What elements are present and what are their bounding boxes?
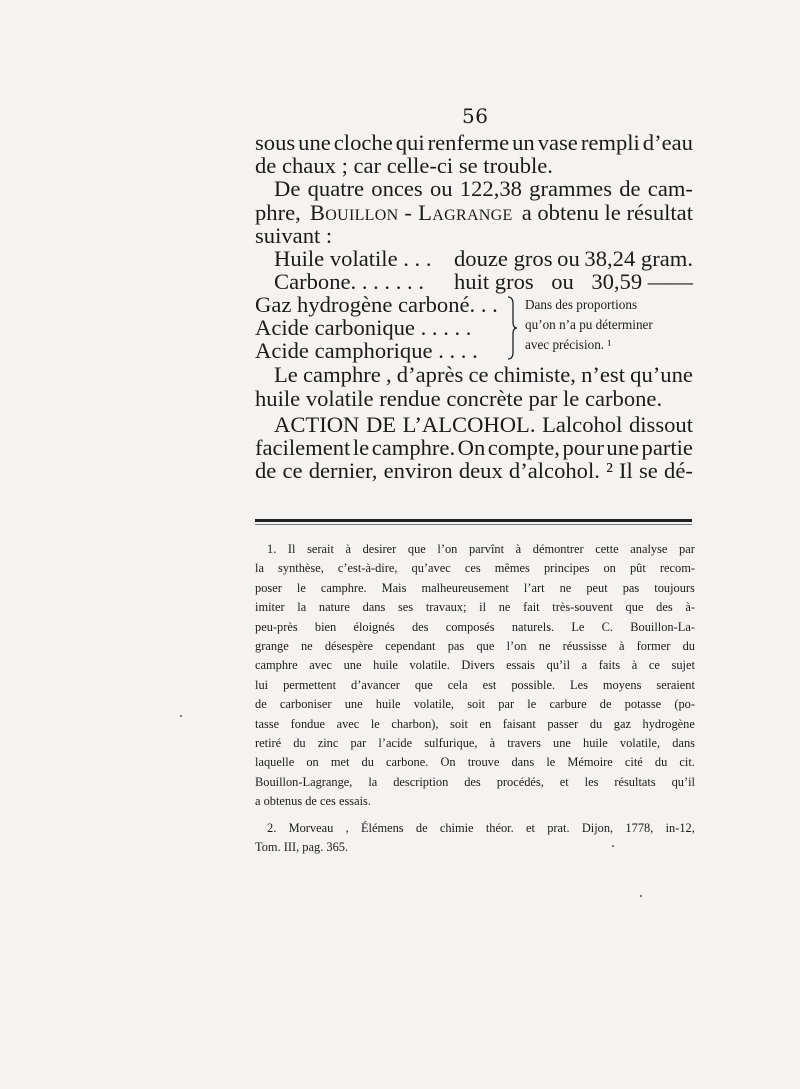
footnote-divider-thin	[255, 524, 692, 525]
paper-speck	[180, 715, 182, 717]
text-fragment: a obtenu le résultat	[521, 199, 693, 225]
footnote-line: la synthèse, c’est-à-dire, qu’avec ces mêmes principes on pût recom-	[255, 561, 695, 576]
brace-note-line: qu’on n’a pu déterminer	[525, 317, 653, 333]
footnote-divider	[255, 519, 692, 522]
footnote-line: tasse fondue avec le charbon), soit en faisant passer du gaz hydrogène	[255, 716, 695, 731]
result-quantity: douze gros	[454, 246, 553, 272]
brace-note-line: Dans des proportions	[525, 297, 638, 313]
result-grams: 30,59 ——	[591, 269, 693, 295]
gas-list	[255, 293, 693, 363]
footnote-line: imiter la nature dans ses travaux; il ne fait très-souvent que des à-	[255, 600, 695, 615]
result-substance: Huile volatile . . .	[274, 246, 432, 272]
text-line: De quatre onces ou 122,38 grammes de cam-	[274, 176, 693, 202]
footnote-line: peu-près bien éloignés des composés naturels. Le C. Bouillon-La-	[255, 619, 695, 634]
brace-note-line: avec précision. ¹	[525, 337, 612, 353]
text-line: suivant :	[255, 222, 333, 248]
text-line: facilement le camphre. On compte, pour une partie	[255, 435, 693, 461]
text-line: de ce dernier, environ deux d’alcohol. ² Il se dé-	[255, 458, 693, 484]
brace-note	[525, 295, 695, 355]
footnote-2	[255, 819, 695, 858]
main-text	[255, 131, 693, 482]
footnote-line: 2. Morveau , Élémens de chimie théor. et prat. Dijon, 1778, in-12,	[267, 820, 695, 835]
text-line: Le camphre , d’après ce chimiste, n’est qu’une	[274, 362, 693, 388]
curly-brace-icon	[506, 296, 518, 360]
text-line: huile volatile rendue concrète par le carbone.	[255, 385, 663, 411]
footnote-line: a obtenus de ces essais.	[255, 794, 371, 809]
footnote-line: de carboniser une huile volatile, soit par le carbure de potasse (po-	[255, 697, 695, 712]
text-line-with-author	[255, 201, 693, 224]
result-or: ou	[551, 269, 574, 295]
result-row	[255, 247, 693, 270]
result-grams: 38,24 gram.	[584, 246, 693, 272]
footnote-line: camphre avec une huile volatile. Divers essais qu’il a faits à ce sujet	[255, 658, 695, 673]
page-number: 56	[462, 104, 489, 128]
result-quantity: huit gros	[454, 269, 534, 295]
paper-speck	[612, 845, 614, 847]
footnote-line: Bouillon-Lagrange, la description des procédés, et les résultats qu’il	[255, 774, 695, 789]
footnote-line: retiré du zinc par l’acide sulfurique, à travers une huile volatile, dans	[255, 736, 695, 751]
section-heading-line: ACTION DE L’ALCOHOL. Lalcohol dissout	[274, 411, 693, 437]
gas-row: Gaz hydrogène carboné. . .	[255, 292, 498, 318]
footnotes	[255, 540, 695, 858]
text-line: sous une cloche qui renferme un vase rempli d’eau	[255, 130, 693, 155]
footnote-line: 1. Il serait à desirer que l’on parvînt à démontrer cette analyse par	[267, 542, 695, 556]
result-row	[255, 270, 693, 293]
text-fragment: phre,	[255, 199, 301, 225]
footnote-line: laquelle on met du carbone. On trouve dans le Mémoire cité du cit.	[255, 755, 695, 770]
footnote-1	[255, 540, 695, 812]
gas-row: Acide camphorique . . . .	[255, 338, 478, 364]
paper-speck	[640, 895, 642, 897]
result-substance: Carbone. . . . . . .	[274, 269, 424, 295]
result-or: ou	[557, 246, 580, 272]
footnote-line: lui permettent d’avancer que cela est possible. Les moyens seraient	[255, 677, 695, 692]
footnote-line: grange ne désespère cependant pas que l’on ne réussisse à former du	[255, 639, 695, 654]
footnote-line: poser le camphre. Mais malheureusement l’art ne peut pas toujours	[255, 580, 695, 595]
author-name: Bouillon - Lagrange	[309, 199, 513, 225]
gas-row: Acide carbonique . . . . .	[255, 315, 472, 341]
text-line: de chaux ; car celle-ci se trouble.	[255, 153, 553, 179]
footnote-line: Tom. III, pag. 365.	[255, 840, 349, 855]
